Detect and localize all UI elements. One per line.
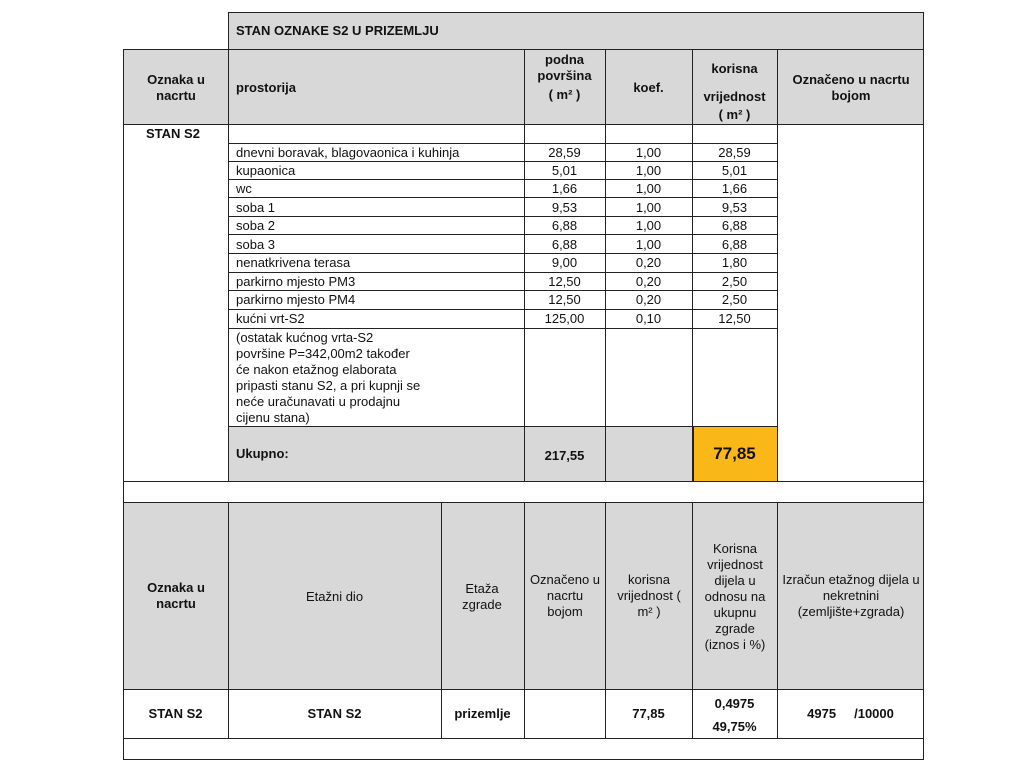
room-coef: 0,20 — [635, 255, 662, 270]
room-coef: 1,00 — [635, 145, 662, 160]
note-line: (ostatak kućnog vrta-S2 — [236, 330, 374, 345]
room-area: 6,88 — [551, 218, 578, 233]
header-podna-2: površina — [537, 68, 592, 83]
room-area: 9,53 — [551, 200, 578, 215]
header-oznaka: Oznaka u nacrtu — [147, 72, 205, 103]
room-name: soba 1 — [236, 200, 276, 215]
room-value: 28,59 — [718, 145, 751, 160]
room-value: 1,66 — [721, 181, 748, 196]
room-area: 12,50 — [548, 274, 581, 289]
table-title: STAN OZNAKE S2 U PRIZEMLJU — [236, 23, 439, 38]
room-value: 6,88 — [721, 237, 748, 252]
room-coef: 0,20 — [635, 274, 662, 289]
room-name: soba 3 — [236, 237, 276, 252]
note-line: neće uračunavati u prodajnu — [236, 394, 401, 409]
room-value: 2,50 — [721, 292, 748, 307]
room-name: parkirno mjesto PM4 — [236, 292, 356, 307]
header-prostorija: prostorija — [236, 80, 296, 95]
total-label: Ukupno: — [236, 446, 289, 461]
room-area: 125,00 — [544, 311, 585, 326]
note-line: površine P=342,00m2 također — [236, 346, 410, 361]
room-value: 9,53 — [721, 200, 748, 215]
room-area: 5,01 — [551, 163, 578, 178]
bottom-header-udio: Korisna vrijednost dijela u odnosu na ukupnu zgrade (iznos i %) — [704, 541, 766, 652]
room-value: 2,50 — [721, 274, 748, 289]
bottom-header-etaza: Etaža zgrade — [462, 581, 502, 612]
header-bojom: Označeno u nacrtu bojom — [792, 72, 910, 103]
header-podna-1: podna — [545, 52, 584, 67]
note-line: pripasti stanu S2, a pri kupnji se — [236, 378, 421, 393]
row-etazni-dio: STAN S2 — [307, 706, 362, 721]
note-line: će nakon etažnog elaborata — [236, 362, 397, 377]
room-name: dnevni boravak, blagovaonica i kuhinja — [236, 145, 460, 160]
header-korisna-1: korisna — [711, 61, 758, 76]
room-coef: 0,10 — [635, 311, 662, 326]
room-area: 12,50 — [548, 292, 581, 307]
room-area: 9,00 — [551, 255, 578, 270]
unit-label: STAN S2 — [146, 126, 200, 141]
room-name: kupaonica — [236, 163, 296, 178]
room-value: 1,80 — [721, 255, 748, 270]
room-name: kućni vrt-S2 — [236, 311, 305, 326]
bottom-header-izracun: Izračun etažnog dijela u nekretnini (zemljište+zgrada) — [782, 572, 920, 619]
header-podna-3: ( m² ) — [548, 87, 581, 102]
room-name: nenatkrivena terasa — [236, 255, 351, 270]
room-value: 12,50 — [718, 311, 751, 326]
room-coef: 1,00 — [635, 200, 662, 215]
total-value: 77,85 — [713, 444, 756, 463]
bottom-header-oznaceno: Označeno u nacrtu bojom — [529, 572, 601, 619]
room-area: 6,88 — [551, 237, 578, 252]
row-etaza: prizemlje — [454, 706, 511, 721]
row-izracun: 4975 /10000 — [807, 706, 894, 721]
row-udio-iznos: 0,4975 — [714, 696, 755, 711]
header-korisna-2: vrijednost — [703, 89, 766, 104]
room-coef: 1,00 — [635, 181, 662, 196]
room-coef: 0,20 — [635, 292, 662, 307]
row-oznaka: STAN S2 — [148, 706, 203, 721]
room-coef: 1,00 — [635, 218, 662, 233]
room-name: soba 2 — [236, 218, 276, 233]
row-korisna: 77,85 — [632, 706, 665, 721]
row-udio-posto: 49,75% — [712, 719, 757, 734]
room-name: parkirno mjesto PM3 — [236, 274, 356, 289]
room-coef: 1,00 — [635, 163, 662, 178]
bottom-header-korisna: korisna vrijednost ( m² ) — [617, 572, 681, 619]
note-line: cijenu stana) — [236, 410, 310, 425]
room-area: 1,66 — [551, 181, 578, 196]
room-value: 6,88 — [721, 218, 748, 233]
room-coef: 1,00 — [635, 237, 662, 252]
room-name: wc — [236, 181, 252, 196]
header-koef: koef. — [633, 80, 664, 95]
total-area: 217,55 — [544, 448, 585, 463]
bottom-header-etazni-dio: Etažni dio — [305, 589, 364, 604]
bottom-header-oznaka: Oznaka u nacrtu — [147, 580, 205, 611]
room-area: 28,59 — [548, 145, 581, 160]
bottom-empty-row — [123, 738, 924, 760]
room-value: 5,01 — [721, 163, 748, 178]
separator-strip — [123, 481, 924, 503]
header-korisna-3: ( m² ) — [718, 107, 751, 122]
